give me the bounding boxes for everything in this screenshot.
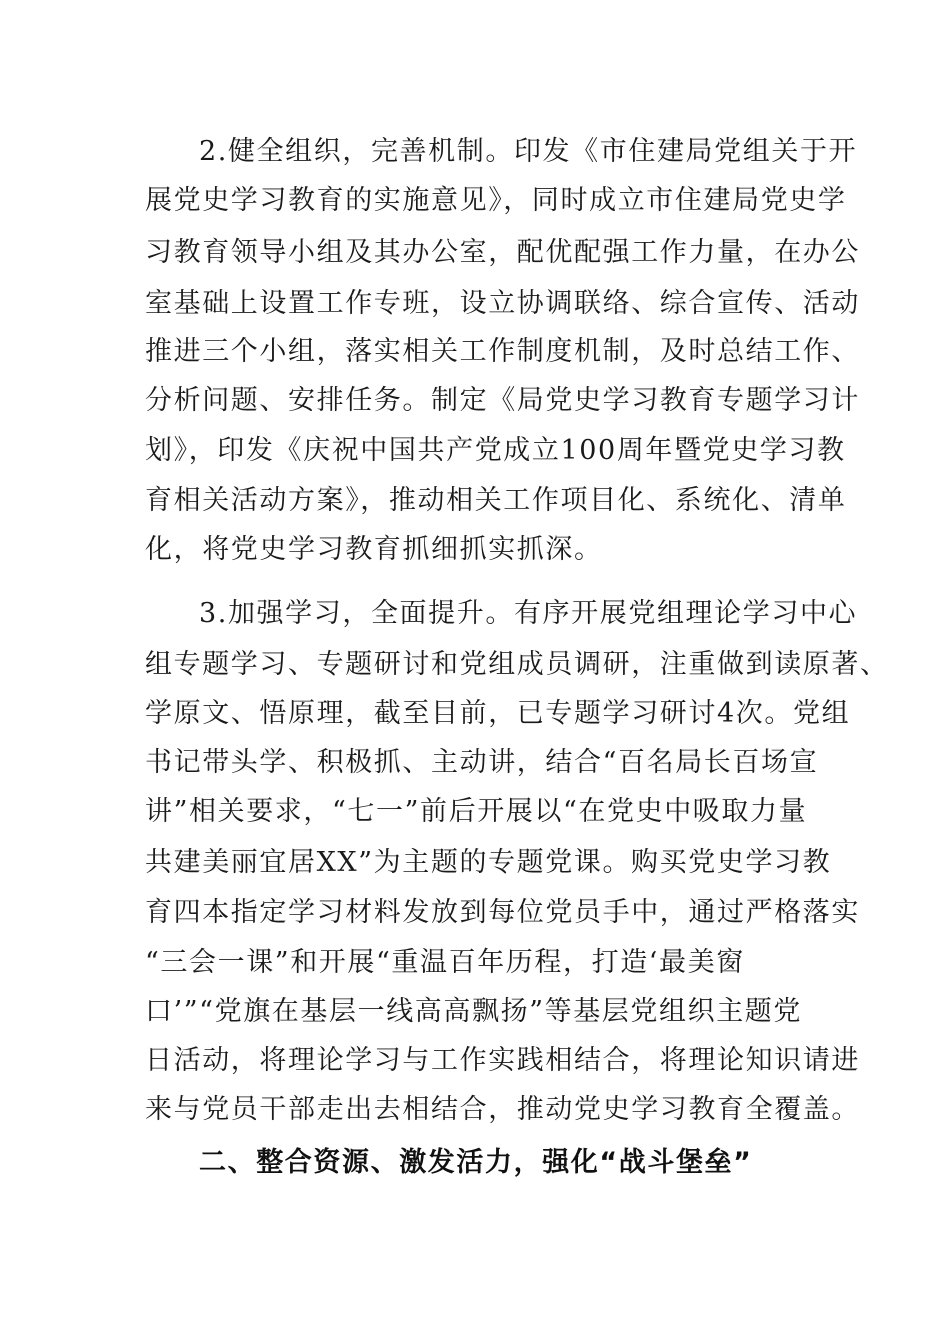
paragraph-line: 划》，印发《庆祝中国共产党成立100周年暨党史学习教 — [145, 435, 846, 466]
paragraph-line: 分析问题、安排任务。制定《局党史学习教育专题学习计 — [145, 385, 860, 416]
paragraph-line: 来与党员干部走出去相结合，推动党史学习教育全覆盖。 — [145, 1094, 860, 1125]
paragraph-line: 组专题学习、专题研讨和党组成员调研，注重做到读原著、 — [145, 649, 889, 680]
paragraph-line: 3.加强学习，全面提升。有序开展党组理论学习中心 — [199, 598, 858, 629]
paragraph-line: “三会一课”和开展“重温百年历程，打造‘最美窗 — [145, 947, 745, 978]
paragraph-line: 书记带头学、积极抓、主动讲，结合“百名局长百场宣 — [145, 747, 819, 778]
paragraph-line: 室基础上设置工作专班，设立协调联络、综合宣传、活动 — [145, 288, 860, 319]
paragraph-line: 学原文、悟原理，截至目前，已专题学习研讨4次。党组 — [145, 698, 851, 729]
paragraph-line: 2.健全组织，完善机制。印发《市住建局党组关于开 — [199, 136, 858, 167]
paragraph-line: 共建美丽宜居XX”为主题的专题党课。购买党史学习教 — [145, 847, 832, 878]
paragraph-line: 展党史学习教育的实施意见》，同时成立市住建局党史学 — [145, 185, 847, 216]
paragraph-line: 推进三个小组，落实相关工作制度机制，及时总结工作、 — [145, 336, 860, 367]
section-heading: 二、整合资源、激发活力，强化“战斗堡垒” — [199, 1147, 753, 1178]
paragraph-line: 口’”“党旗在基层一线高高飘扬”等基层党组织主题党 — [145, 996, 802, 1027]
paragraph-line: 育相关活动方案》，推动相关工作项目化、系统化、清单 — [145, 485, 847, 516]
paragraph-line: 化，将党史学习教育抓细抓实抓深。 — [145, 534, 603, 565]
paragraph-line: 育四本指定学习材料发放到每位党员手中，通过严格落实 — [145, 897, 860, 928]
paragraph-line: 习教育领导小组及其办公室，配优配强工作力量，在办公 — [145, 237, 860, 268]
paragraph-line: 讲”相关要求，“七一”前后开展以“在党史中吸取力量 — [145, 796, 808, 827]
paragraph-line: 日活动，将理论学习与工作实践相结合，将理论知识请进 — [145, 1045, 860, 1076]
